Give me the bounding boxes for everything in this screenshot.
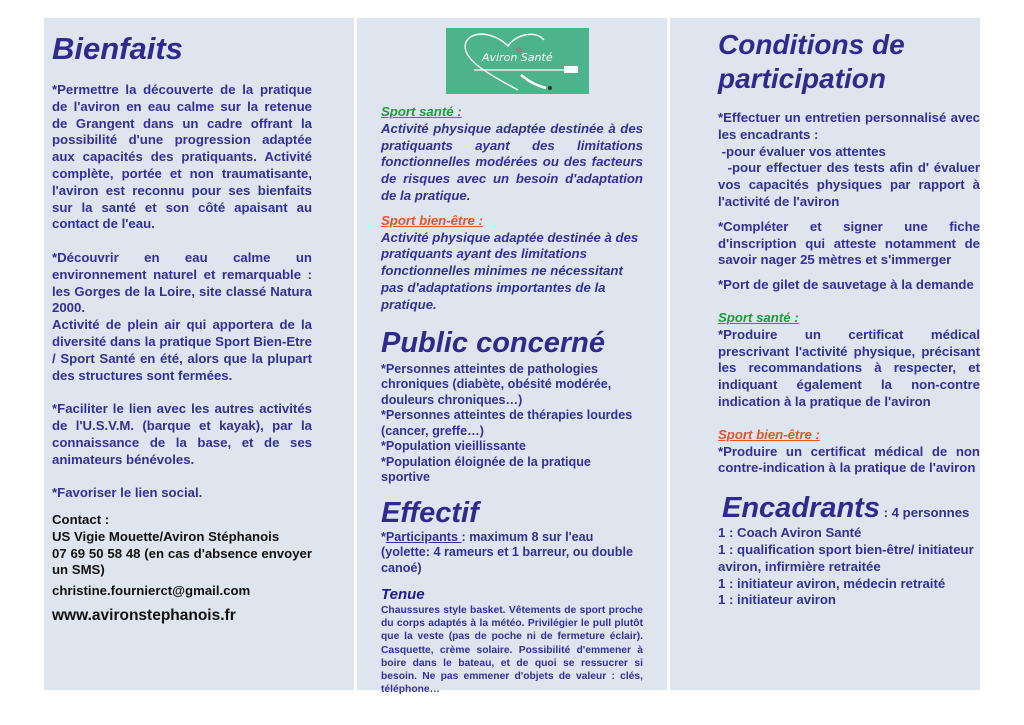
encadrants-heading — [722, 491, 980, 525]
encadrant-item: 1 : initiateur aviron, médecin retraité — [718, 575, 946, 591]
cond-sport-sante-text: *Produire un certificat médical prescrivant l'activité physique, précisant les recommandations à respecter, et indiquant également la non-contre indication à la pratique de l'aviron — [718, 326, 980, 409]
condition-2: *Compléter et signer une fiche d'inscription qui atteste notamment de savoir nager 25 mètres et s'immerger — [718, 218, 980, 268]
logo-text: Aviron Santé — [482, 51, 553, 64]
bienfaits-p5: *Favoriser le lien social. — [52, 485, 203, 501]
encadrants-list — [718, 525, 980, 609]
panel-conditions — [670, 18, 988, 690]
bienfaits-title: Bienfaits — [52, 31, 183, 66]
condition-1a: -pour évaluer vos attentes — [718, 143, 886, 159]
effectif-text — [381, 530, 643, 577]
cond-sport-sante-label: Sport santé : — [718, 309, 799, 325]
bienfaits-p1: *Permettre la découverte de la pratique de l'aviron en eau calme sur la retenue de Grangent dans un cadre offrant la possibilité d'une progression adaptée aux capacités des pratiquants. Activité complète, portée et non traumatisante, l'aviron est reconnu pour ses bienfaits sur la santé et son côté apaisant au contact de l'eau. — [52, 82, 312, 232]
effectif-prefix: * — [381, 529, 386, 544]
encadrant-item: 1 : initiateur aviron — [718, 592, 836, 608]
bienfaits-p3: Activité de plein air qui apportera de la diversité dans la pratique Sport Bien-Etre / Sport Santé en été, alors que la plupart des structures sont fermées. — [52, 317, 312, 383]
effectif-title: Effectif — [381, 496, 479, 529]
public-item: *Personnes atteintes de pathologies chroniques (diabète, obésité modérée, douleurs chroniques…) — [381, 361, 612, 407]
sport-sante-label: Sport santé : — [381, 104, 462, 119]
public-item: *Population éloignée de la pratique sportive — [381, 454, 591, 485]
condition-3: *Port de gilet de sauvetage à la demande — [718, 277, 974, 293]
condition-1b: -pour effectuer des tests afin d' évaluer vos capacités physiques par rapport à l'activité de l'aviron — [718, 160, 988, 209]
panel-bienfaits — [44, 18, 354, 690]
contact-label: Contact : — [52, 511, 110, 527]
tenue-title: Tenue — [381, 586, 425, 604]
panel-sport — [357, 18, 667, 696]
sport-sante-text: Activité physique adaptée destinée à des pratiquants ayant des limitations fonctionnelles modérées ou des facteurs de risques avec un besoin d'adaptation de la pratique. — [381, 120, 643, 203]
conditions-title: Conditions de participation — [718, 29, 905, 94]
website-link[interactable]: www.avironstephanois.fr — [52, 606, 236, 624]
cond-sport-bien-etre-label: Sport bien-être : — [718, 426, 820, 442]
contact-org: US Vigie Mouette/Aviron Stéphanois — [52, 528, 280, 544]
sport-bien-etre-text: Activité physique adaptée destinée à des pratiquants ayant des limitations fonctionnelles minimes ne nécessitant pas d'adaptations importantes de la pratique. — [381, 229, 639, 312]
sport-bien-etre-label: Sport bien-être : — [381, 212, 483, 228]
public-item: *Population vieillissante — [381, 439, 526, 454]
tenue-text: Chaussures style basket. Vêtements de sport proche du corps adaptés à la météo. Privilégier le pull plutôt que la veste (pas de poche ni de fermeture éclair). Casquette, crème solaire. Possibilité d'emmener à boire dans le bateau, et de quoi se ressucrer si besoin. Ne pas emmener d'objets de valeur : clés, téléphone… — [381, 605, 643, 696]
encadrant-item: 1 : Coach Aviron Santé — [718, 525, 862, 541]
condition-1: *Effectuer un entretien personnalisé avec les encadrants : — [718, 110, 980, 142]
public-item: *Personnes atteintes de thérapies lourdes (cancer, greffe…) — [381, 408, 633, 438]
bienfaits-p2: *Découvrir en eau calme un environnement naturel et remarquable : les Gorges de la Loire, site classé Natura 2000. — [52, 249, 312, 316]
encadrants-count: : 4 personnes — [879, 505, 970, 521]
contact-phone: 07 69 50 58 48 (en cas d'absence envoyer un SMS) — [52, 545, 312, 578]
contact-email[interactable]: christine.fournierct@gmail.com — [52, 583, 251, 599]
aviron-sante-logo — [446, 28, 589, 94]
public-list — [381, 362, 643, 486]
encadrant-item: 1 : qualification sport bien-être/ initiateur aviron, infirmière retraitée — [718, 541, 974, 574]
encadrants-title: Encadrants — [722, 492, 880, 525]
effectif-label: Participants — [385, 529, 462, 544]
bienfaits-p4: *Faciliter le lien avec les autres activités de l'U.S.V.M. (barque et kayak), par la connaissance de la base, et de ses animateurs bénévoles. — [52, 401, 312, 467]
cond-sport-bien-etre-text: *Produire un certificat médical de non contre-indication à la pratique de l'aviron — [718, 443, 980, 476]
effectif-value: : maximum 8 sur l'eau (yolette: 4 rameurs et 1 barreur, ou double canoé) — [381, 529, 633, 575]
public-title: Public concerné — [381, 326, 606, 359]
